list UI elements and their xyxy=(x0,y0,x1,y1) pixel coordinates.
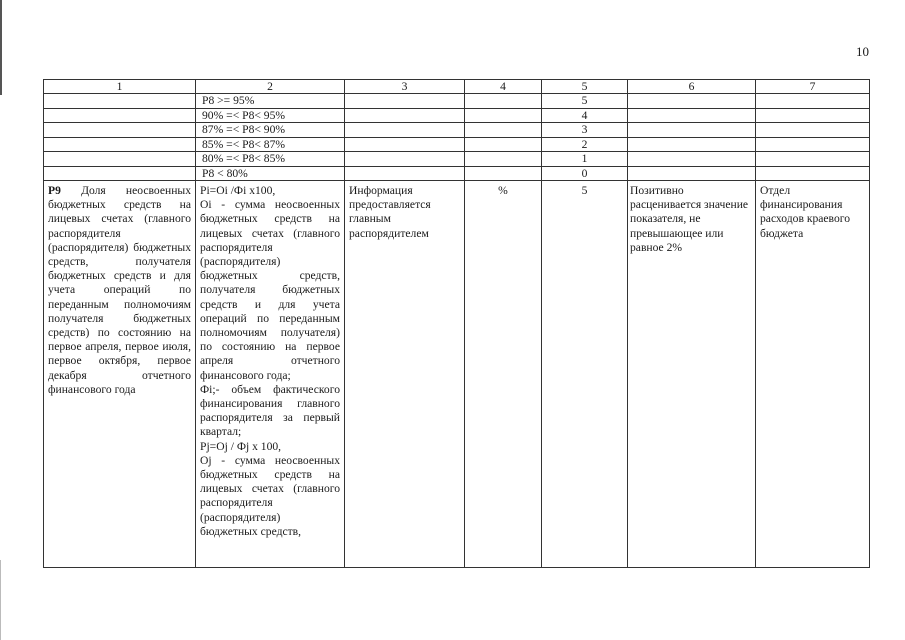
threshold-score: 4 xyxy=(542,108,628,123)
score-threshold-row xyxy=(44,152,870,167)
threshold-condition: 90% =< P8< 95% xyxy=(196,108,345,123)
indicator-name: Доля неосвоенных бюджетных средств на лицевых счетах (главного распорядителя (распорядителя) бюджетных средств, получателя бюджетных средств и для учета операций по переданным полномочиям получателя бюджетных средств) по состоянию на первое апреля, первое июля, первое октября, первое декабря отчетного финансового года xyxy=(48,184,191,396)
empty-cell xyxy=(345,123,465,138)
formula-line: Oi - сумма неосвоенных бюджетных средств на лицевых счетах (главного распорядителя (распорядителя) бюджетных средств, получателя бюджетных средств и для учета операций по переданным полномочиям получателя) по состоянию на первое апреля отчетного финансового года; xyxy=(200,198,340,382)
column-number: 6 xyxy=(628,80,756,94)
empty-cell xyxy=(44,123,196,138)
threshold-condition: P8 < 80% xyxy=(196,166,345,181)
empty-cell xyxy=(465,166,542,181)
empty-cell xyxy=(465,152,542,167)
score-threshold-row xyxy=(44,94,870,109)
unit: % xyxy=(498,184,508,197)
threshold-score: 1 xyxy=(542,152,628,167)
empty-cell xyxy=(345,108,465,123)
empty-cell xyxy=(465,123,542,138)
formula-line: Pj=Oj / Фj х 100, xyxy=(200,439,282,453)
threshold-condition: 85% =< P8< 87% xyxy=(196,137,345,152)
empty-cell xyxy=(345,166,465,181)
column-number-row xyxy=(44,80,870,94)
responsible-department: Отдел финансирования расходов краевого бюджета xyxy=(760,184,850,240)
indicator-row-p9 xyxy=(44,181,870,568)
threshold-score: 2 xyxy=(542,137,628,152)
indicator-name-cell xyxy=(44,181,196,568)
empty-cell xyxy=(628,123,756,138)
score-threshold-row xyxy=(44,108,870,123)
threshold-score: 5 xyxy=(542,94,628,109)
column-number: 5 xyxy=(542,80,628,94)
empty-cell xyxy=(628,108,756,123)
empty-cell xyxy=(345,94,465,109)
indicator-table xyxy=(43,79,870,568)
indicator-code: P9 xyxy=(48,184,61,197)
empty-cell xyxy=(44,137,196,152)
scan-edge-mark xyxy=(0,560,1,640)
threshold-condition: 80% =< P8< 85% xyxy=(196,152,345,167)
max-score: 5 xyxy=(581,184,588,197)
evaluation: Позитивно расценивается значение показателя, не превышающее или равное 2% xyxy=(630,184,749,254)
formula-line: Фi;- объем фактического финансирования главного распорядителя за первый квартал; xyxy=(200,382,340,439)
empty-cell xyxy=(44,108,196,123)
data-source: Информация предоставляется главным распорядителем xyxy=(349,184,431,240)
empty-cell xyxy=(628,152,756,167)
unit-cell xyxy=(465,181,542,568)
threshold-condition: P8 >= 95% xyxy=(196,94,345,109)
column-number: 2 xyxy=(196,80,345,94)
evaluation-cell xyxy=(628,181,756,568)
page-number: 10 xyxy=(856,44,869,59)
score-threshold-row xyxy=(44,123,870,138)
formula-line: Oj - сумма неосвоенных бюджетных средств на лицевых счетах (главного распорядителя (распорядителя) бюджетных средств, xyxy=(200,453,340,538)
empty-cell xyxy=(756,137,870,152)
empty-cell xyxy=(44,166,196,181)
empty-cell xyxy=(628,166,756,181)
threshold-score: 3 xyxy=(542,123,628,138)
empty-cell xyxy=(756,94,870,109)
responsible-cell xyxy=(756,181,870,568)
empty-cell xyxy=(756,123,870,138)
empty-cell xyxy=(756,152,870,167)
empty-cell xyxy=(628,137,756,152)
empty-cell xyxy=(44,152,196,167)
empty-cell xyxy=(465,137,542,152)
empty-cell xyxy=(756,108,870,123)
empty-cell xyxy=(756,166,870,181)
formula-cell xyxy=(196,181,345,568)
score-threshold-row xyxy=(44,166,870,181)
scan-edge-mark xyxy=(0,0,2,95)
empty-cell xyxy=(345,137,465,152)
empty-cell xyxy=(465,108,542,123)
column-number: 4 xyxy=(465,80,542,94)
score-threshold-row xyxy=(44,137,870,152)
column-number: 1 xyxy=(44,80,196,94)
threshold-score: 0 xyxy=(542,166,628,181)
empty-cell xyxy=(345,152,465,167)
formula-line: Pi=Oi /Фi х100, xyxy=(200,184,276,197)
max-score-cell xyxy=(542,181,628,568)
empty-cell xyxy=(465,94,542,109)
threshold-condition: 87% =< P8< 90% xyxy=(196,123,345,138)
empty-cell xyxy=(44,94,196,109)
empty-cell xyxy=(628,94,756,109)
column-number: 3 xyxy=(345,80,465,94)
column-number: 7 xyxy=(756,80,870,94)
data-source-cell xyxy=(345,181,465,568)
